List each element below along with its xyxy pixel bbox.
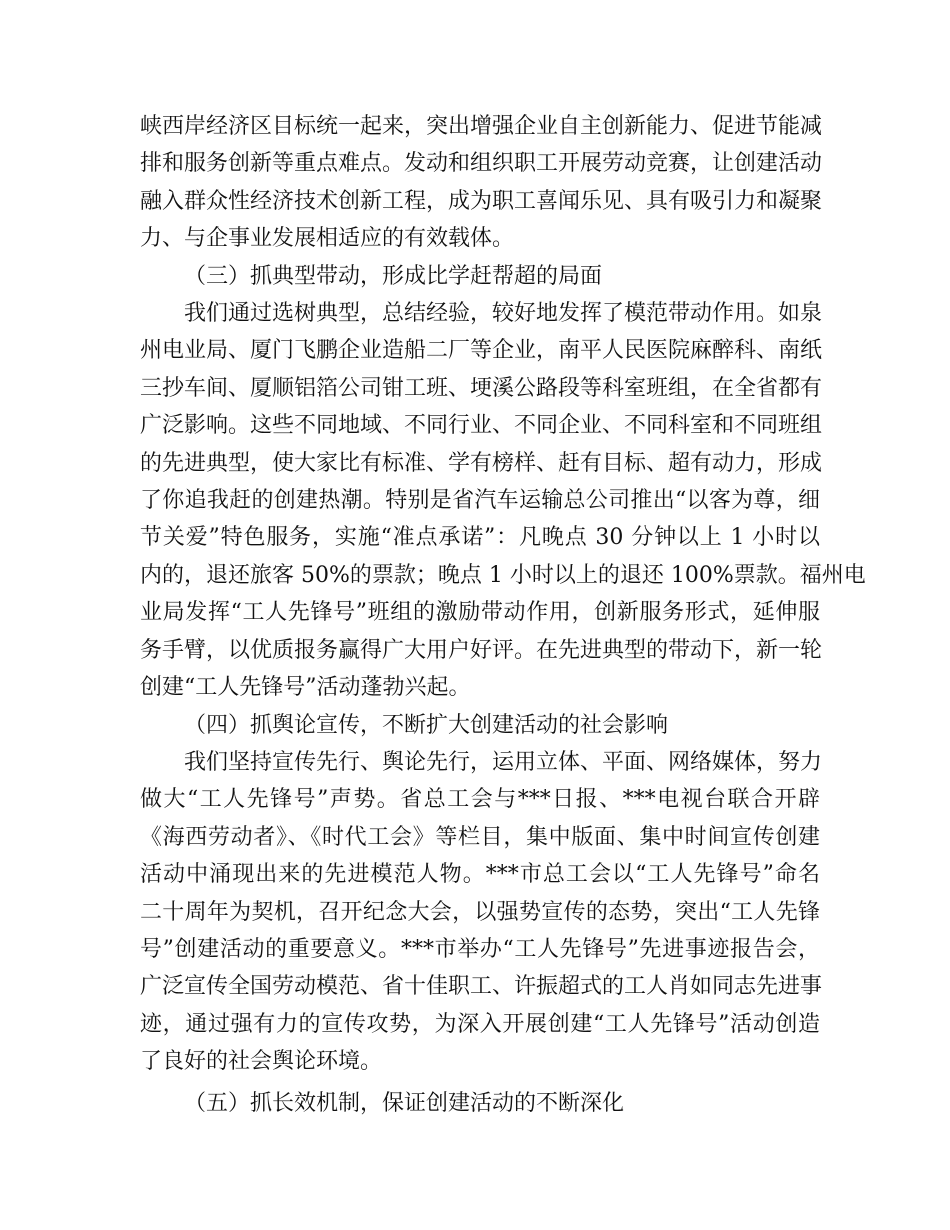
paragraph-continuation: [140, 108, 823, 258]
text-line: 了你追我赶的创建热潮。特别是省汽车运输总公司推出“以客为尊，细: [140, 488, 820, 514]
section-heading-3: （三）抓典型带动，形成比学赶帮超的局面: [184, 263, 603, 289]
text-line: 广泛宣传全国劳动模范、省十佳职工、许振超式的工人肖如同志先进事: [140, 974, 823, 1000]
text-line: 峡西岸经济区目标统一起来，突出增强企业自主创新能力、促进节能减: [140, 114, 823, 139]
text-line: 我们通过选树典型，总结经验，较好地发挥了模范带动作用。如泉: [184, 301, 823, 327]
section-heading-5: （五）抓长效机制，保证创建活动的不断深化: [184, 1090, 625, 1116]
text-line: 号”创建活动的重要意义。***市举办“工人先锋号”先进事迹报告会，: [140, 936, 820, 962]
text-line: 广泛影响。这些不同地域、不同行业、不同企业、不同科室和不同班组: [140, 413, 823, 439]
text-line: 做大“工人先锋号”声势。省总工会与***日报、***电视台联合开辟: [140, 787, 820, 813]
text-line: 创建“工人先锋号”活动蓬勃兴起。: [140, 675, 471, 701]
paragraph-typical-models: [140, 295, 866, 706]
text-line: 了良好的社会舆论环境。: [140, 1049, 383, 1075]
text-line: 迹，通过强有力的宣传攻势，为深入开展创建“工人先锋号”活动创造: [140, 1011, 820, 1037]
text-line: 务手臂，以优质报务赢得广大用户好评。在先进典型的带动下，新一轮: [140, 637, 823, 663]
text-line: 我们坚持宣传先行、舆论先行，运用立体、平面、网络媒体，努力: [184, 749, 823, 775]
text-line: 节关爱”特色服务，实施“准点承诺”：凡晚点 30 分钟以上 1 小时以: [140, 525, 820, 551]
text-line: 活动中涌现出来的先进模范人物。***市总工会以“工人先锋号”命名: [140, 862, 820, 888]
text-line: 的先进典型，使大家比有标准、学有榜样、赶有目标、超有动力，形成: [140, 450, 823, 476]
text-line: 力、与企事业发展相适应的有效载体。: [140, 226, 515, 252]
text-line: 融入群众性经济技术创新工程，成为职工喜闻乐见、具有吸引力和凝聚: [140, 188, 823, 214]
text-line: 排和服务创新等重点难点。发动和组织职工开展劳动竞赛，让创建活动: [140, 151, 823, 177]
text-line: 二十周年为契机，召开纪念大会，以强势宣传的态势，突出“工人先锋: [140, 899, 820, 925]
document-page: [140, 108, 866, 1122]
text-line: 州电业局、厦门飞鹏企业造船二厂等企业，南平人民医院麻醉科、南纸: [140, 338, 823, 364]
text-line: 三抄车间、厦顺铝箔公司钳工班、埂溪公路段等科室班组，在全省都有: [140, 375, 823, 401]
text-line: 内的，退还旅客 50%的票款；晚点 1 小时以上的退还 100%票款。福州电: [140, 562, 866, 588]
paragraph-publicity: [140, 744, 823, 1081]
section-heading-4: （四）抓舆论宣传，不断扩大创建活动的社会影响: [184, 712, 669, 738]
text-line: 《海西劳动者》、《时代工会》等栏目，集中版面、集中时间宣传创建: [140, 824, 820, 850]
text-line: 业局发挥“工人先锋号”班组的激励带动作用，创新服务形式，延伸服: [140, 600, 820, 626]
